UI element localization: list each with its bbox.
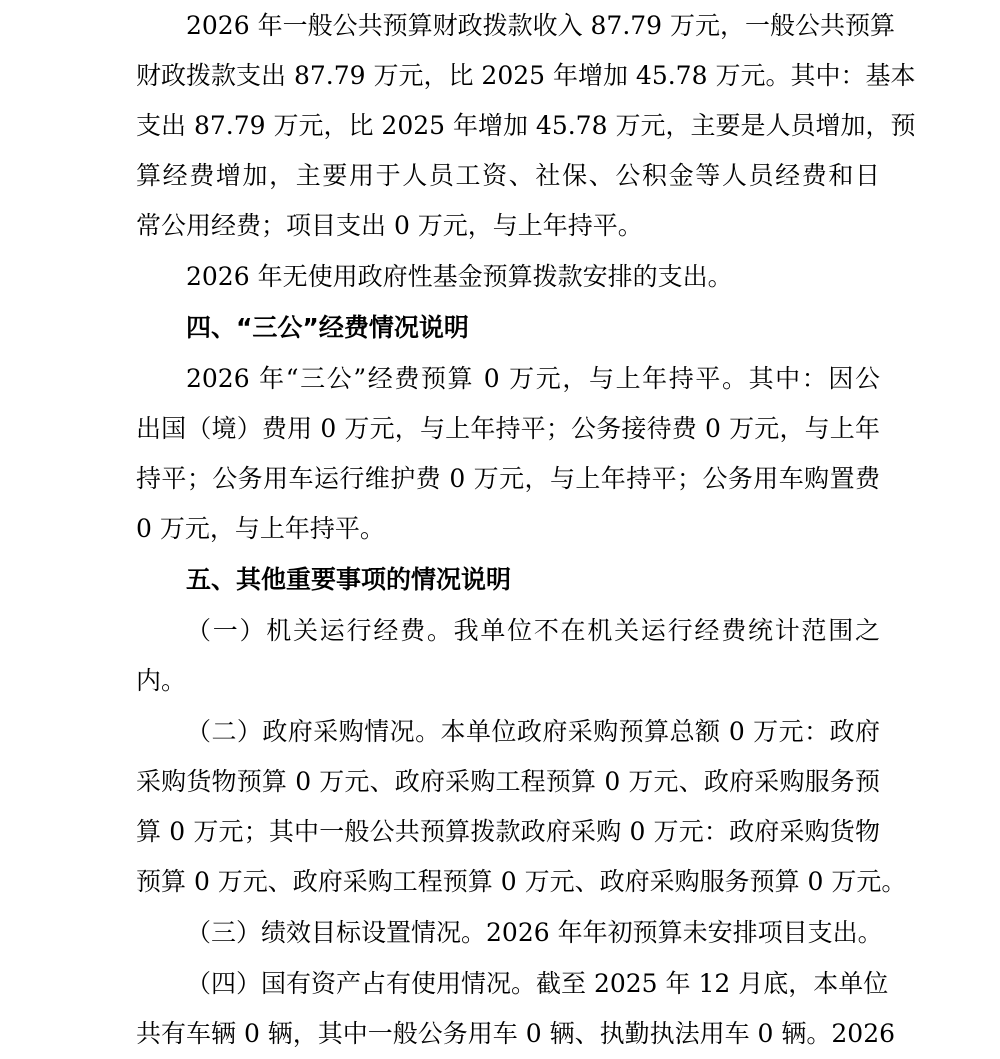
paragraph-line: 财政拨款支出 87.79 万元，比 2025 年增加 45.78 万元。其中：基本 [136,61,916,90]
paragraph-line: 采购货物预算 0 万元、政府采购工程预算 0 万元、政府采购服务预 [136,767,880,796]
paragraph-line: （四）国有资产占有使用情况。截至 2025 年 12 月底，本单位 [186,969,889,998]
paragraph-line: 2026 年无使用政府性基金预算拨款安排的支出。 [186,262,733,291]
section-heading: 五、其他重要事项的情况说明 [186,565,512,594]
paragraph-line: 支出 87.79 万元，比 2025 年增加 45.78 万元，主要是人员增加，预 [136,111,916,140]
paragraph-line: 算经费增加，主要用于人员工资、社保、公积金等人员经费和日 [136,161,880,190]
paragraph-line: 算 0 万元；其中一般公共预算拨款政府采购 0 万元：政府采购货物 [136,817,880,846]
paragraph-line: （三）绩效目标设置情况。2026 年年初预算未安排项目支出。 [186,918,883,947]
paragraph-line: 2026 年一般公共预算财政拨款收入 87.79 万元，一般公共预算 [186,11,896,40]
paragraph-line: 2026 年“三公”经费预算 0 万元，与上年持平。其中：因公 [186,364,880,393]
paragraph-line: （二）政府采购情况。本单位政府采购预算总额 0 万元：政府 [186,717,880,746]
paragraph-line: 内。 [136,666,187,695]
section-heading: 四、“三公”经费情况说明 [186,313,469,342]
paragraph-line: （一）机关运行经费。我单位不在机关运行经费统计范围之 [186,616,880,645]
paragraph-line: 共有车辆 0 辆，其中一般公务用车 0 辆、执勤执法用车 0 辆。2026 [136,1019,896,1048]
paragraph-line: 常公用经费；项目支出 0 万元，与上年持平。 [136,211,643,240]
paragraph-line: 持平；公务用车运行维护费 0 万元，与上年持平；公务用车购置费 [136,464,880,493]
paragraph-line: 0 万元，与上年持平。 [136,514,385,543]
paragraph-line: 预算 0 万元、政府采购工程预算 0 万元、政府采购服务预算 0 万元。 [136,867,907,896]
paragraph-line: 出国（境）费用 0 万元，与上年持平；公务接待费 0 万元，与上年 [136,414,880,443]
